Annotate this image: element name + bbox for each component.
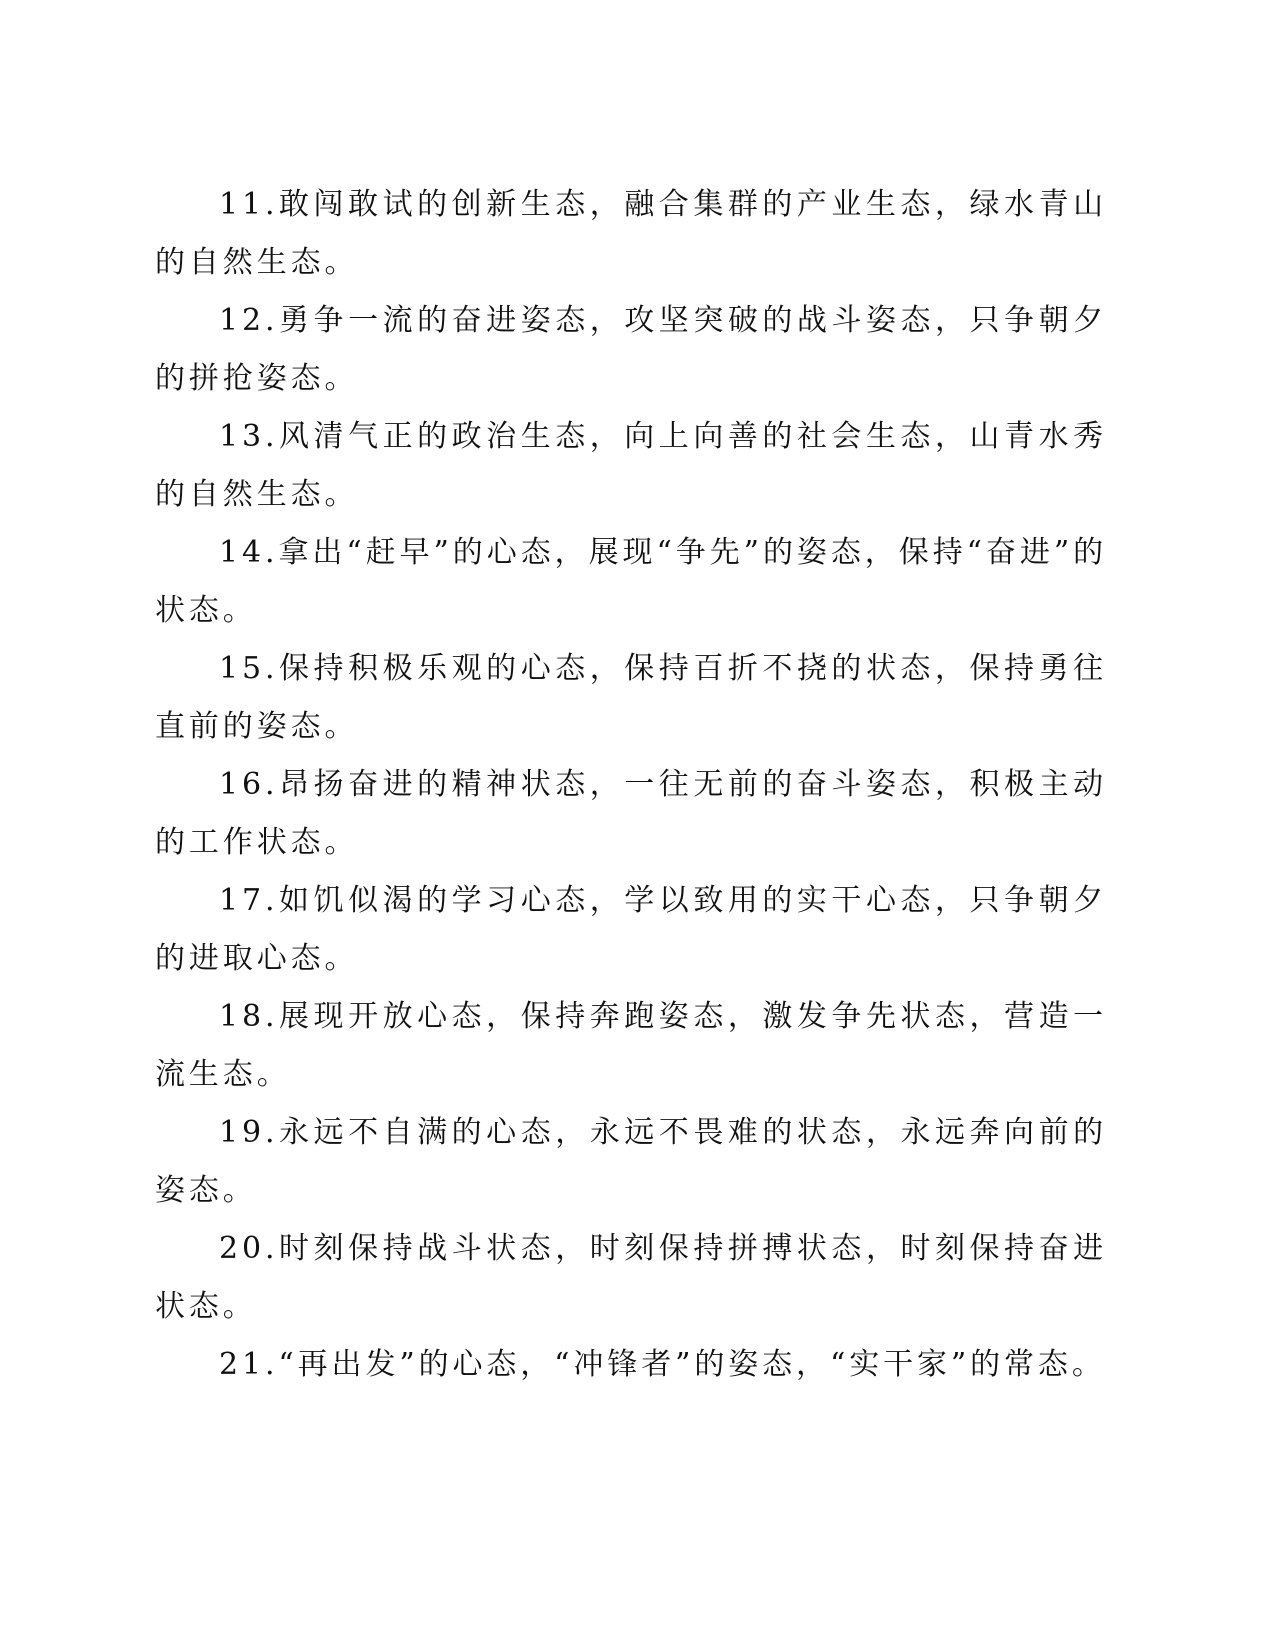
list-item: 16.昂扬奋进的精神状态，一往无前的奋斗姿态，积极主动的工作状态。 [155,767,1107,860]
list-item: 19.永远不自满的心态，永远不畏难的状态，永远奔向前的姿态。 [155,1115,1107,1208]
list-item: 15.保持积极乐观的心态，保持百折不挠的状态，保持勇往直前的姿态。 [155,651,1107,744]
list-item: 17.如饥似渴的学习心态，学以致用的实干心态，只争朝夕的进取心态。 [155,883,1107,976]
list-item: 14.拿出“赶早”的心态，展现“争先”的姿态，保持“奋进”的状态。 [155,535,1107,628]
list-item: 11.敢闯敢试的创新生态，融合集群的产业生态，绿水青山的自然生态。 [155,187,1107,280]
list-item: 20.时刻保持战斗状态，时刻保持拼搏状态，时刻保持奋进状态。 [155,1231,1107,1324]
list-item: 18.展现开放心态，保持奔跑姿态，激发争先状态，营造一流生态。 [155,999,1107,1092]
document-body [155,176,1107,1394]
list-item: 12.勇争一流的奋进姿态，攻坚突破的战斗姿态，只争朝夕的拼抢姿态。 [155,303,1107,396]
list-item: 13.风清气正的政治生态，向上向善的社会生态，山青水秀的自然生态。 [155,419,1107,512]
list-item: 21.“再出发”的心态，“冲锋者”的姿态，“实干家”的常态。 [219,1347,1106,1382]
